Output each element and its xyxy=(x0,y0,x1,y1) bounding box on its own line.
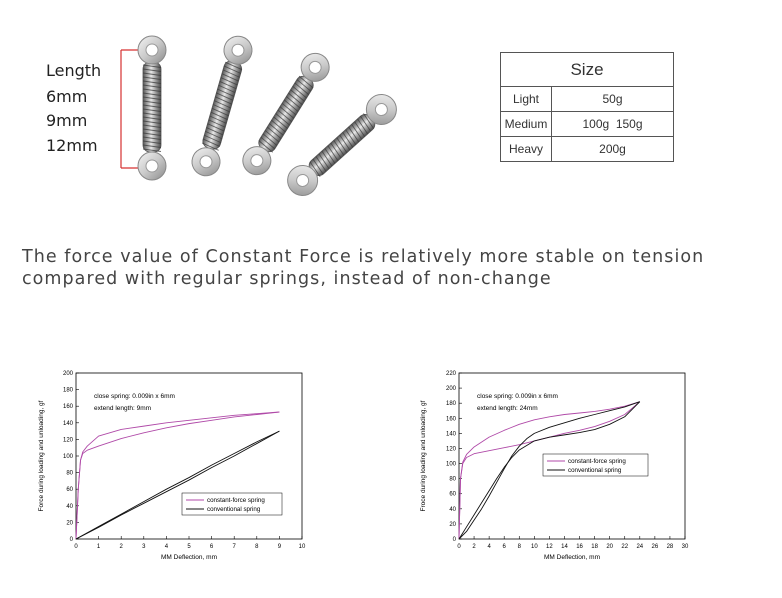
x-tick-label: 7 xyxy=(232,544,236,550)
x-tick-label: 12 xyxy=(546,544,553,550)
size-name: Medium xyxy=(501,112,552,137)
length-heading: Length xyxy=(46,61,102,80)
y-tick-label: 200 xyxy=(62,371,73,377)
size-value: 100g 150g xyxy=(552,112,674,137)
chart-annotation: close spring: 0.009in x 6mm xyxy=(94,393,175,400)
y-axis-label: Force during loading and unloading, gf xyxy=(38,400,45,512)
x-tick-label: 14 xyxy=(561,544,568,550)
x-tick-label: 0 xyxy=(74,544,78,550)
force-deflection-chart-24mm xyxy=(418,364,698,564)
size-table xyxy=(500,52,674,162)
legend-label: conventional spring xyxy=(568,467,622,474)
table-row xyxy=(501,112,674,137)
y-tick-label: 40 xyxy=(449,506,456,513)
length-option-12mm: 12mm xyxy=(46,136,98,155)
x-tick-label: 18 xyxy=(591,544,598,550)
legend-label: constant-force spring xyxy=(568,458,626,465)
x-tick-label: 6 xyxy=(502,544,506,550)
chart-annotation: extend length: 24mm xyxy=(477,405,538,412)
y-axis-label: Froce during loading and unloading, gf xyxy=(420,400,427,512)
x-tick-label: 16 xyxy=(576,544,583,550)
y-tick-label: 100 xyxy=(445,461,456,468)
y-tick-label: 80 xyxy=(66,470,73,477)
y-tick-label: 140 xyxy=(62,420,73,427)
chart-annotation: extend length: 9mm xyxy=(94,405,152,412)
x-tick-label: 30 xyxy=(681,544,689,550)
y-tick-label: 180 xyxy=(62,387,73,394)
y-tick-label: 0 xyxy=(69,537,73,543)
x-tick-label: 24 xyxy=(636,544,644,550)
y-tick-label: 160 xyxy=(62,404,73,411)
x-tick-label: 1 xyxy=(96,544,101,550)
x-tick-label: 10 xyxy=(530,544,538,550)
y-tick-label: 60 xyxy=(449,491,456,498)
description-line-1: The force value of Constant Force is relatively more stable on tension xyxy=(22,247,705,267)
table-row xyxy=(501,87,674,112)
x-tick-label: 2 xyxy=(472,544,476,550)
size-value: 200g xyxy=(552,137,674,162)
length-option-6mm: 6mm xyxy=(46,87,88,106)
x-tick-label: 4 xyxy=(164,544,169,550)
description-line-2: compared with regular springs, instead of non-change xyxy=(22,269,552,289)
y-tick-label: 20 xyxy=(66,520,73,527)
y-tick-label: 60 xyxy=(66,487,73,494)
series-line xyxy=(76,431,279,539)
size-table-header: Size xyxy=(501,53,674,87)
y-tick-label: 180 xyxy=(445,401,456,408)
x-axis-label: MM Deflection, mm xyxy=(544,554,600,561)
y-tick-label: 120 xyxy=(62,437,73,444)
series-line xyxy=(76,412,279,539)
y-tick-label: 140 xyxy=(445,431,456,438)
x-tick-label: 22 xyxy=(621,544,629,550)
y-tick-label: 200 xyxy=(445,386,456,393)
force-deflection-chart-9mm xyxy=(36,364,316,564)
x-tick-label: 0 xyxy=(457,544,461,550)
size-value: 50g xyxy=(552,87,674,112)
x-tick-label: 26 xyxy=(651,544,659,550)
x-tick-label: 3 xyxy=(142,544,146,550)
spring-6mm xyxy=(138,36,166,180)
size-name: Light xyxy=(501,87,552,112)
y-tick-label: 220 xyxy=(445,371,456,377)
legend-label: constant-force spring xyxy=(207,497,265,504)
x-tick-label: 6 xyxy=(209,544,214,550)
x-tick-label: 28 xyxy=(666,544,674,550)
y-tick-label: 120 xyxy=(445,446,456,453)
x-tick-label: 4 xyxy=(487,544,491,550)
table-row xyxy=(501,137,674,162)
x-tick-label: 20 xyxy=(606,544,614,550)
y-tick-label: 100 xyxy=(62,454,73,460)
x-tick-label: 5 xyxy=(187,544,191,550)
y-tick-label: 40 xyxy=(66,503,73,510)
size-name: Heavy xyxy=(501,137,552,162)
x-axis-label: MM Deflection, mm xyxy=(161,554,217,561)
x-tick-label: 8 xyxy=(255,544,259,550)
y-tick-label: 20 xyxy=(449,521,456,528)
x-tick-label: 10 xyxy=(298,544,306,550)
chart-annotation: close spring: 0.009in x 6mm xyxy=(477,393,558,400)
y-tick-label: 160 xyxy=(445,416,456,423)
x-tick-label: 2 xyxy=(119,544,123,550)
series-line xyxy=(76,412,279,539)
length-option-9mm: 9mm xyxy=(46,111,88,130)
x-tick-label: 9 xyxy=(277,544,282,550)
y-tick-label: 80 xyxy=(449,476,456,483)
y-tick-label: 0 xyxy=(452,537,456,543)
x-tick-label: 8 xyxy=(517,544,521,550)
legend-label: conventional spring xyxy=(207,506,261,513)
